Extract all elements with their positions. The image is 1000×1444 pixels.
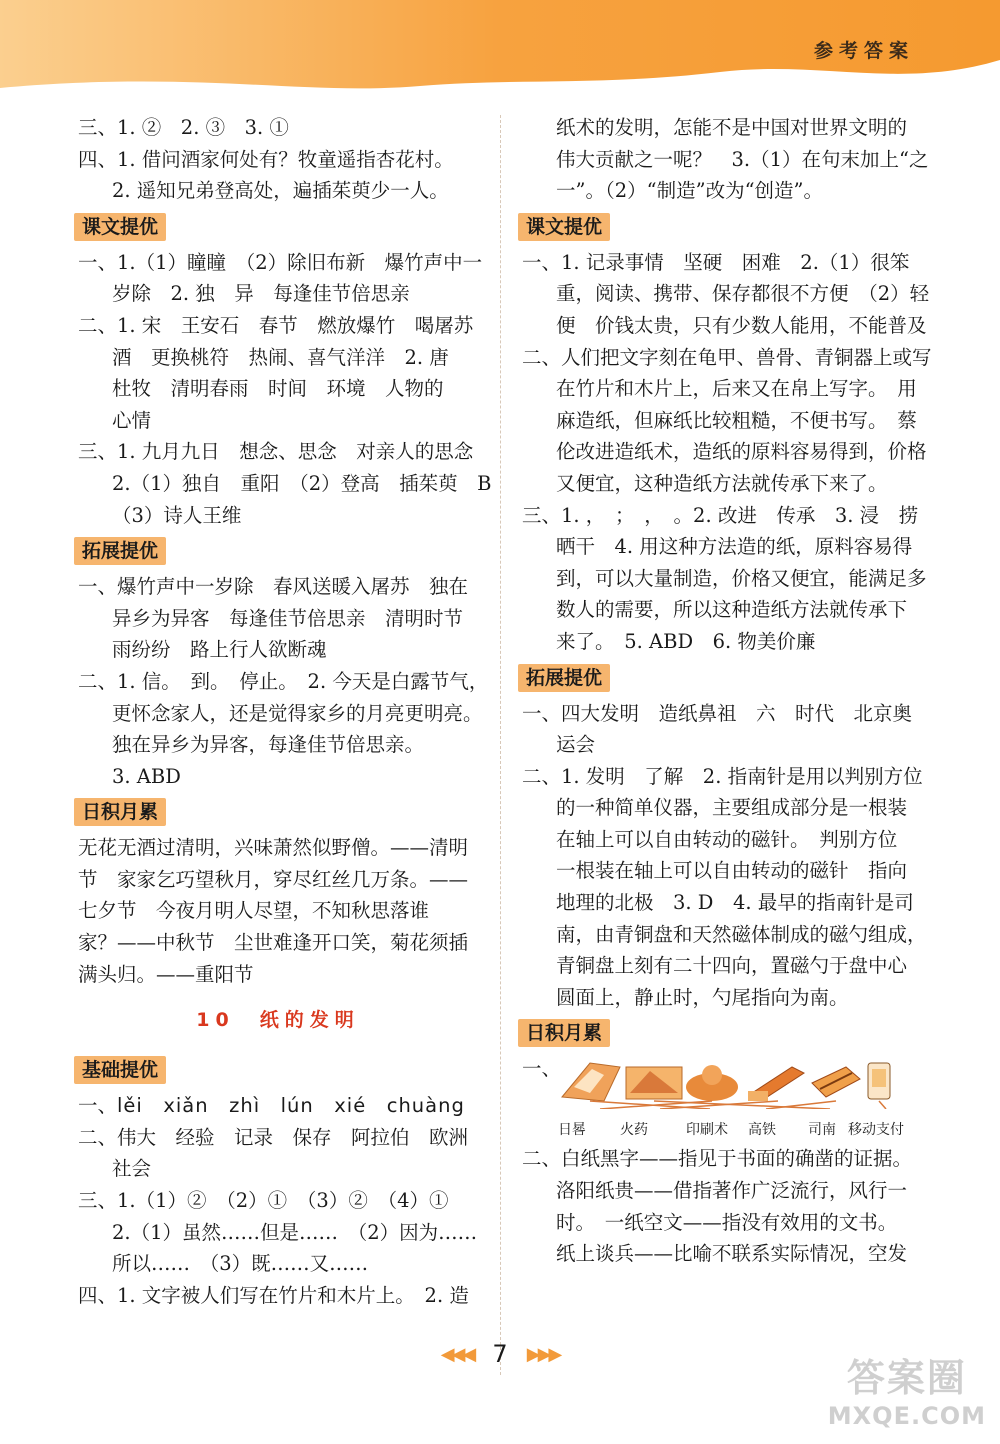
answer-line: 二、人们把文字刻在龟甲、兽骨、青铜器上或写	[522, 345, 932, 369]
answer-line: 3. ABD	[112, 764, 181, 788]
answer-line: 一、爆竹声中一岁除 春风送暖入屠苏 独在	[78, 575, 469, 599]
answer-line: 二、1. 宋 王安石 春节 燃放爆竹 喝屠苏	[78, 313, 474, 337]
answer-line: 二、伟大 经验 记录 保存 阿拉伯 欧洲	[78, 1125, 469, 1149]
answer-line: 二、1. 信。 到。 停止。 2. 今天是白露节气，	[78, 669, 489, 693]
answer-line: 2.（1）独自 重阳 （2）登高 插茱萸 B	[112, 471, 492, 495]
answer-line: 伟大贡献之一呢？ 3.（1）在句末加上“之	[556, 147, 929, 171]
answer-line: 所以…… （3）既……又……	[112, 1252, 369, 1276]
answer-line: 南，由青铜盘和天然磁体制成的磁勺组成，	[556, 922, 927, 946]
answer-line: 三、1.（1）② （2）① （3）② （4）①	[78, 1189, 449, 1213]
answer-line: 2. 遥知兄弟登高处，遍插茱萸少一人。	[112, 179, 449, 203]
answer-line: 四、1. 文字被人们写在竹片和木片上。 2. 造	[78, 1283, 469, 1307]
answer-line: 满头归。——重阳节	[78, 962, 254, 986]
answer-line: 岁除 2. 独 异 每逢佳节倍思亲	[112, 282, 410, 306]
answer-line: 更怀念家人，还是觉得家乡的月亮更明亮。	[112, 701, 483, 725]
papermaking-picture-4	[748, 1067, 804, 1101]
caption: 印刷术	[686, 1122, 728, 1139]
section-tag-riji: 日积月累	[74, 798, 166, 826]
answer-line: 一、四大发明 造纸鼻祖 六 时代 北京奥	[522, 701, 913, 725]
header-title: 参考答案	[813, 40, 914, 62]
section-tag-tuozhan: 拓展提优	[74, 537, 166, 565]
answer-line: 麻造纸，但麻纸比较粗糙，不便书写。 蔡	[556, 408, 917, 432]
answer-line: 洛阳纸贵——借指著作广泛流行，风行一	[556, 1179, 908, 1203]
left-column	[78, 112, 492, 1311]
chapter-title: 10 纸的发明	[196, 1009, 360, 1032]
answer-line: 雨纷纷 路上行人欲断魂	[112, 638, 327, 662]
answer-line: 一”。（2）“制造”改为“创造”。	[556, 179, 824, 203]
section-tag-kewen: 课文提优	[518, 213, 610, 241]
answer-line: 异乡为异客 每逢佳节倍思亲 清明时节	[112, 606, 464, 630]
matching-pictures	[522, 1053, 927, 1109]
answer-line: 杜牧 清明春雨 时间 环境 人物的	[112, 377, 444, 401]
answer-line: 二、白纸黑字——指见于书面的确凿的证据。	[522, 1147, 913, 1171]
papermaking-picture-2	[626, 1067, 682, 1099]
answer-line: 伦改进造纸术，造纸的原料容易得到，价格	[556, 440, 927, 464]
section-tag-jichu: 基础提优	[74, 1056, 166, 1084]
answer-line: 一、1.（1）瞳瞳 （2）除旧布新 爆竹声中一	[78, 250, 483, 274]
answer-line: 的一种简单仪器，主要组成部分是一根装	[556, 796, 908, 820]
papermaking-picture-5	[812, 1067, 860, 1097]
answer-line: 2.（1）虽然……但是…… （2）因为……	[112, 1220, 478, 1244]
answer-line: 心情	[112, 408, 152, 432]
answer-line: 又便宜，这种造纸方法就传承下来了。	[556, 471, 888, 495]
matching-lines	[590, 1101, 886, 1109]
caption: 日晷	[558, 1122, 586, 1139]
answer-line: 运会	[556, 733, 596, 757]
answer-line: 三、1. 九月九日 想念、思念 对亲人的思念	[78, 440, 474, 464]
answer-line: 三、1. ， ； ， 。2. 改进 传承 3. 浸 捞	[522, 503, 919, 527]
answer-line: 七夕节 今夜月明人尽望，不知秋思落谁	[78, 899, 430, 923]
answer-line: 纸术的发明，怎能不是中国对世界文明的	[556, 116, 908, 139]
answer-line: 纸上谈兵——比喻不联系实际情况，空发	[556, 1242, 908, 1266]
answer-line: 重，阅读、携带、保存都很不方便 （2）轻	[556, 282, 930, 306]
column-divider	[500, 115, 501, 1375]
answer-line: 数人的需要，所以这种造纸方法就传承下	[556, 598, 908, 622]
answer-line: 节 家家乞巧望秋月，穿尽红丝几万条。——	[78, 867, 469, 891]
section-tag-tuozhan: 拓展提优	[518, 664, 610, 692]
section-tag-kewen: 课文提优	[74, 213, 166, 241]
watermark-top: 答案圈	[846, 1356, 967, 1400]
answer-line: 酒 更换桃符 热闹、喜气洋洋 2. 唐	[112, 345, 449, 369]
answer-line: 无花无酒过清明，兴味萧然似野僧。——清明	[78, 836, 469, 860]
answer-line: 一、1. 记录事情 坚硬 困难 2.（1）很笨	[522, 250, 910, 274]
answer-line	[78, 1090, 478, 1122]
caption: 司南	[808, 1122, 836, 1139]
caption: 高铁	[748, 1122, 776, 1139]
papermaking-picture-3	[686, 1065, 738, 1101]
answer-line: 青铜盘上刻有二十四向，置磁勺于盘中心	[556, 954, 908, 978]
answer-line: 在竹片和木片上，后来又在帛上写字。 用	[556, 377, 917, 401]
watermark-bottom: MXQE.COM	[827, 1402, 986, 1430]
answer-line: 四、1. 借问酒家何处有？牧童遥指杏花村。	[78, 147, 454, 171]
caption: 火药	[620, 1122, 648, 1139]
answer-line: 圆面上，静止时，勺尾指向为南。	[556, 985, 849, 1009]
answer-line: 三、1. ② 2. ③ 3. ①	[78, 116, 289, 139]
answer-line: 独在异乡为异客，每逢佳节倍思亲。	[112, 733, 425, 757]
matching-captions	[522, 1109, 927, 1143]
next-arrows-icon: ▶▶▶	[526, 1344, 560, 1365]
answer-line: （3）诗人王维	[112, 503, 242, 527]
answer-line: 来了。 5. ABD 6. 物美价廉	[556, 629, 816, 653]
page-number: 7	[492, 1340, 508, 1368]
answer-line: 家？——中秋节 尘世难逢开口笑，菊花须插	[78, 931, 469, 955]
answer-line: 时。 一纸空文——指没有效用的文书。	[556, 1210, 898, 1234]
answer-line: 二、1. 发明 了解 2. 指南针是用以判别方位	[522, 764, 923, 788]
line-prefix: 一、	[78, 1094, 118, 1118]
right-column	[522, 112, 932, 1270]
answer-line: 便 价钱太贵，只有少数人能用，不能普及	[556, 313, 927, 337]
section-tag-riji: 日积月累	[518, 1019, 610, 1047]
caption: 移动支付	[848, 1122, 904, 1139]
answer-line: 在轴上可以自由转动的磁针。 判别方位	[556, 827, 898, 851]
pinyin-answers: lěi xiǎn zhì lún xié chuàng	[117, 1094, 465, 1118]
papermaking-picture-6	[868, 1063, 890, 1099]
papermaking-picture-1	[562, 1063, 620, 1101]
answer-line: 社会	[112, 1157, 152, 1181]
watermark	[828, 1347, 986, 1430]
prev-arrows-icon: ◀◀◀	[440, 1344, 474, 1365]
answer-line: 晒干 4. 用这种方法造的纸，原料容易得	[556, 535, 913, 559]
answer-line: 地理的北极 3. D 4. 最早的指南针是司	[556, 891, 914, 915]
line-prefix: 一、	[522, 1057, 562, 1081]
answer-line: 到，可以大量制造，价格又便宜，能满足多	[556, 566, 927, 590]
answer-line: 一根装在轴上可以自由转动的磁针 指向	[556, 859, 908, 883]
